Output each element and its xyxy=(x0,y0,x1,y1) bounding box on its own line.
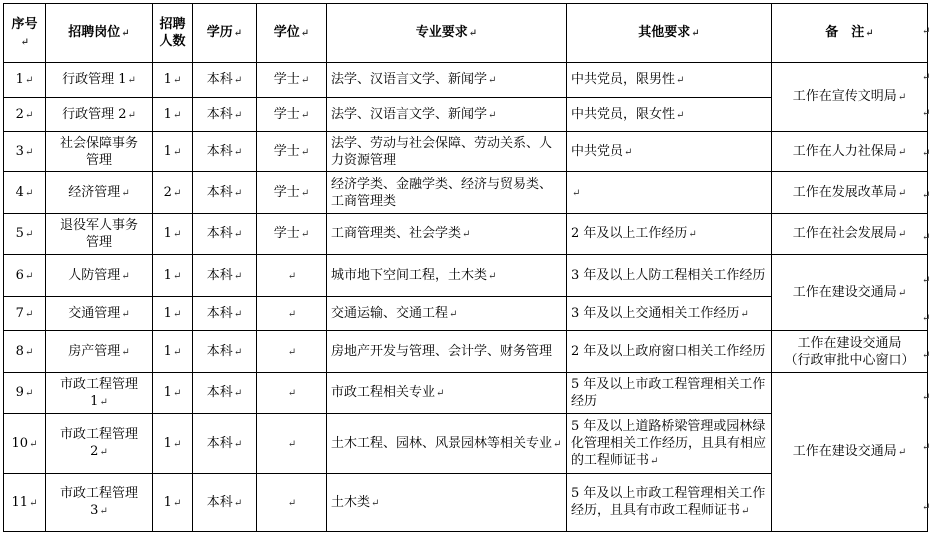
cell-education: 本科↵ xyxy=(193,297,257,331)
cell-major: 城市地下空间工程，土木类↵ xyxy=(327,255,567,297)
row-end-mark: ↵ xyxy=(922,26,930,37)
row-end-mark: ↵ xyxy=(922,108,930,119)
cell-major: 交通运输、交通工程↵ xyxy=(327,297,567,331)
cell-remark: 工作在发展改革局↵ xyxy=(772,172,928,214)
cell-education: 本科↵ xyxy=(193,98,257,132)
row-end-mark: ↵ xyxy=(922,190,930,201)
cell-other: 5 年及以上市政工程管理相关工作经历 xyxy=(567,373,772,414)
cell-position: 房产管理↵ xyxy=(46,331,153,373)
cell-no: 10↵ xyxy=(4,414,46,474)
cell-no: 4↵ xyxy=(4,172,46,214)
cell-other: 3 年及以上交通相关工作经历↵ xyxy=(567,297,772,331)
cell-degree: ↵ xyxy=(257,255,327,297)
cell-other: 2 年及以上工作经历↵ xyxy=(567,214,772,255)
cell-education: 本科↵ xyxy=(193,373,257,414)
cell-count: 1↵ xyxy=(153,474,193,532)
cell-education: 本科↵ xyxy=(193,172,257,214)
cell-no: 2↵ xyxy=(4,98,46,132)
cell-degree: 学士↵ xyxy=(257,172,327,214)
cell-no: 11↵ xyxy=(4,474,46,532)
cell-position: 市政工程管理 1↵ xyxy=(46,373,153,414)
cell-major: 法学、劳动与社会保障、劳动关系、人力资源管理 xyxy=(327,132,567,172)
cell-degree: 学士↵ xyxy=(257,214,327,255)
cell-degree: ↵ xyxy=(257,414,327,474)
cell-no: 8↵ xyxy=(4,331,46,373)
cell-position: 市政工程管理 3↵ xyxy=(46,474,153,532)
cell-major: 房地产开发与管理、会计学、财务管理 xyxy=(327,331,567,373)
row-end-mark: ↵ xyxy=(922,275,930,286)
table-row xyxy=(4,172,928,214)
cell-other: 5 年及以上道路桥梁管理或园林绿化管理相关工作经历，且具有相应的工程师证书↵ xyxy=(567,414,772,474)
cell-no: 6↵ xyxy=(4,255,46,297)
cell-education: 本科↵ xyxy=(193,63,257,98)
cell-count: 1↵ xyxy=(153,414,193,474)
cell-position: 市政工程管理 2↵ xyxy=(46,414,153,474)
cell-major: 土木类↵ xyxy=(327,474,567,532)
cell-no: 5↵ xyxy=(4,214,46,255)
cell-position: 退役军人事务管理 xyxy=(46,214,153,255)
cell-education: 本科↵ xyxy=(193,331,257,373)
cell-remark: 工作在建设交通局↵ xyxy=(772,373,928,532)
cell-education: 本科↵ xyxy=(193,414,257,474)
row-end-mark: ↵ xyxy=(922,232,930,243)
cell-major: 土木工程、园林、风景园林等相关专业↵ xyxy=(327,414,567,474)
cell-no: 9↵ xyxy=(4,373,46,414)
cell-degree: ↵ xyxy=(257,331,327,373)
header-remark: 备 注↵ xyxy=(772,4,928,63)
cell-remark: 工作在建设交通局↵ xyxy=(772,255,928,331)
cell-count: 2↵ xyxy=(153,172,193,214)
cell-education: 本科↵ xyxy=(193,132,257,172)
cell-no: 7↵ xyxy=(4,297,46,331)
cell-position: 行政管理 1↵ xyxy=(46,63,153,98)
cell-degree: ↵ xyxy=(257,373,327,414)
cell-count: 1↵ xyxy=(153,132,193,172)
row-end-mark: ↵ xyxy=(922,72,930,83)
cell-count: 1↵ xyxy=(153,373,193,414)
cell-position: 人防管理↵ xyxy=(46,255,153,297)
cell-other: 3 年及以上人防工程相关工作经历 xyxy=(567,255,772,297)
cell-count: 1↵ xyxy=(153,98,193,132)
cell-education: 本科↵ xyxy=(193,474,257,532)
cell-other: 中共党员，限女性↵ xyxy=(567,98,772,132)
cell-other: 中共党员，限男性↵ xyxy=(567,63,772,98)
cell-degree: 学士↵ xyxy=(257,132,327,172)
table-row xyxy=(4,132,928,172)
row-end-mark: ↵ xyxy=(922,148,930,159)
cell-count: 1↵ xyxy=(153,63,193,98)
cell-count: 1↵ xyxy=(153,297,193,331)
row-end-mark: ↵ xyxy=(922,313,930,324)
table-row xyxy=(4,214,928,255)
recruitment-table xyxy=(3,3,928,532)
header-major: 专业要求↵ xyxy=(327,4,567,63)
cell-major: 市政工程相关专业↵ xyxy=(327,373,567,414)
cell-major: 工商管理类、社会学类↵ xyxy=(327,214,567,255)
cell-degree: ↵ xyxy=(257,297,327,331)
table-row xyxy=(4,63,928,98)
cell-position: 交通管理↵ xyxy=(46,297,153,331)
cell-other: 中共党员↵ xyxy=(567,132,772,172)
cell-remark: 工作在宣传文明局↵ xyxy=(772,63,928,132)
header-count: 招聘人数 xyxy=(153,4,193,63)
cell-count: 1↵ xyxy=(153,331,193,373)
header-education: 学历↵ xyxy=(193,4,257,63)
cell-count: 1↵ xyxy=(153,255,193,297)
cell-degree: ↵ xyxy=(257,474,327,532)
table-row xyxy=(4,331,928,373)
cell-major: 法学、汉语言文学、新闻学↵ xyxy=(327,98,567,132)
header-position: 招聘岗位↵ xyxy=(46,4,153,63)
cell-education: 本科↵ xyxy=(193,255,257,297)
cell-remark: 工作在人力社保局↵ xyxy=(772,132,928,172)
cell-no: 1↵ xyxy=(4,63,46,98)
header-row xyxy=(4,4,928,63)
header-no: 序号↵ xyxy=(4,4,46,63)
cell-remark: 工作在社会发展局↵ xyxy=(772,214,928,255)
cell-degree: 学士↵ xyxy=(257,63,327,98)
cell-no: 3↵ xyxy=(4,132,46,172)
row-end-mark: ↵ xyxy=(922,442,930,453)
cell-remark: 工作在建设交通局 （行政审批中心窗口） xyxy=(772,331,928,373)
cell-education: 本科↵ xyxy=(193,214,257,255)
cell-count: 1↵ xyxy=(153,214,193,255)
cell-other: 2 年及以上政府窗口相关工作经历 xyxy=(567,331,772,373)
header-other: 其他要求↵ xyxy=(567,4,772,63)
cell-major: 经济学类、金融学类、经济与贸易类、工商管理类 xyxy=(327,172,567,214)
cell-position: 经济管理↵ xyxy=(46,172,153,214)
cell-position: 行政管理 2↵ xyxy=(46,98,153,132)
cell-other: ↵ xyxy=(567,172,772,214)
cell-major: 法学、汉语言文学、新闻学↵ xyxy=(327,63,567,98)
table-row xyxy=(4,373,928,414)
cell-other: 5 年及以上市政工程管理相关工作经历，且具有市政工程师证书↵ xyxy=(567,474,772,532)
row-end-mark: ↵ xyxy=(922,392,930,403)
table-row xyxy=(4,255,928,297)
cell-degree: 学士↵ xyxy=(257,98,327,132)
row-end-mark: ↵ xyxy=(922,502,930,513)
header-degree: 学位↵ xyxy=(257,4,327,63)
row-end-mark: ↵ xyxy=(922,350,930,361)
cell-position: 社会保障事务管理 xyxy=(46,132,153,172)
